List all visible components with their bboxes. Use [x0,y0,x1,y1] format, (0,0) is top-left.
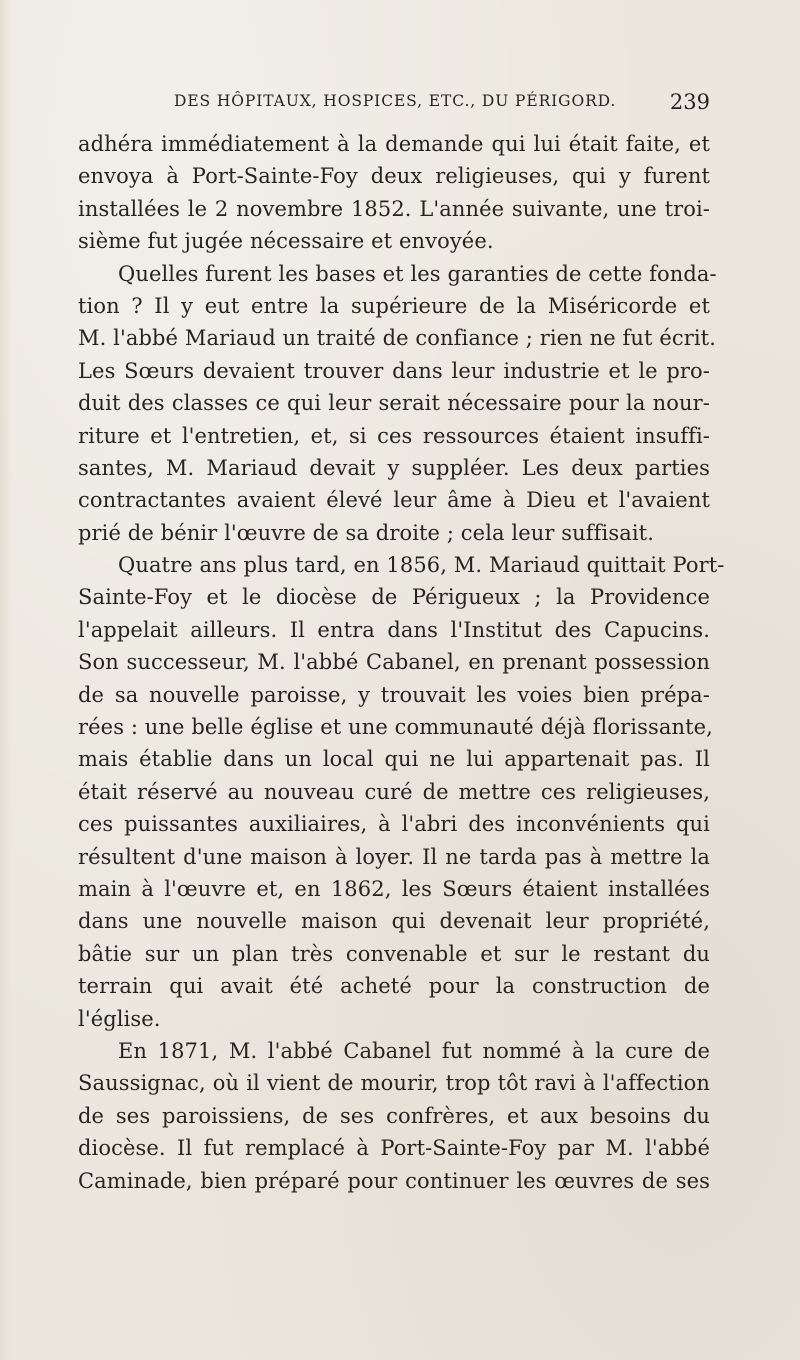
text-line: Caminade, bien préparé pour continuer les œuvres de ses [78,1168,710,1193]
text-line: envoya à Port-Sainte-Foy deux religieuses, qui y furent [78,164,710,189]
text-line: de sa nouvelle paroisse, y trouvait les voies bien prépa- [78,682,710,707]
text-line: En 1871, M. l'abbé Cabanel fut nommé à la cure de [118,1038,710,1063]
text-line: sième fut jugée nécessaire et envoyée. [78,229,494,254]
text-line: l'appelait ailleurs. Il entra dans l'Institut des Capucins. [78,617,710,642]
text-line: Sainte-Foy et le diocèse de Périgueux ; la Providence [78,585,710,610]
text-line: dans une nouvelle maison qui devenait leur propriété, [78,909,710,934]
text-line: prié de bénir l'œuvre de sa droite ; cela leur suffisait. [78,520,654,545]
text-line: résultent d'une maison à loyer. Il ne tarda pas à mettre la [78,844,710,869]
text-line: de ses paroissiens, de ses confrères, et aux besoins du [78,1103,710,1128]
text-line: tion ? Il y eut entre la supérieure de la Miséricorde et [78,293,710,318]
page-number: 239 [669,90,710,114]
text-line: main à l'œuvre et, en 1862, les Sœurs étaient installées [78,876,710,901]
text-line: adhéra immédiatement à la demande qui lui était faite, et [78,132,710,156]
text-line: santes, M. Mariaud devait y suppléer. Les deux parties [78,455,710,480]
text-line: diocèse. Il fut remplacé à Port-Sainte-Foy par M. l'abbé [78,1136,710,1161]
text-line: rées : une belle église et une communauté déjà florissante, [78,715,713,740]
text-line: bâtie sur un plan très convenable et sur le restant du [78,941,710,966]
text-line: M. l'abbé Mariaud un traité de confiance ; rien ne fut écrit. [78,326,716,351]
text-line: était réservé au nouveau curé de mettre ces religieuses, [78,779,710,804]
text-line: Quatre ans plus tard, en 1856, M. Mariaud quittait Port- [118,553,725,578]
text-line: mais établie dans un local qui ne lui appartenait pas. Il [78,747,710,772]
text-line: ces puissantes auxiliaires, à l'abri des inconvénients qui [78,812,710,837]
running-title: DES HÔPITAUX, HOSPICES, ETC., DU PÉRIGORD. [174,92,617,110]
text-line: Saussignac, où il vient de mourir, trop tôt ravi à l'affection [78,1071,710,1096]
text-line: l'église. [78,1006,161,1031]
text-line: Les Sœurs devaient trouver dans leur industrie et le pro- [78,358,710,383]
running-header [78,90,714,116]
text-line: contractantes avaient élevé leur âme à Dieu et l'avaient [78,488,710,513]
text-line: terrain qui avait été acheté pour la construction de [78,974,710,999]
page-edge-shadow [0,0,12,1360]
body-text [78,128,725,1197]
text-line: Son successeur, M. l'abbé Cabanel, en prenant possession [78,650,710,675]
text-line: duit des classes ce qui leur serait nécessaire pour la nour- [78,391,710,416]
text-line: Quelles furent les bases et les garanties de cette fonda- [118,261,717,286]
text-line: riture et l'entretien, et, si ces ressources étaient insuffi- [78,423,710,448]
text-line: installées le 2 novembre 1852. L'année suivante, une troi- [78,196,710,221]
